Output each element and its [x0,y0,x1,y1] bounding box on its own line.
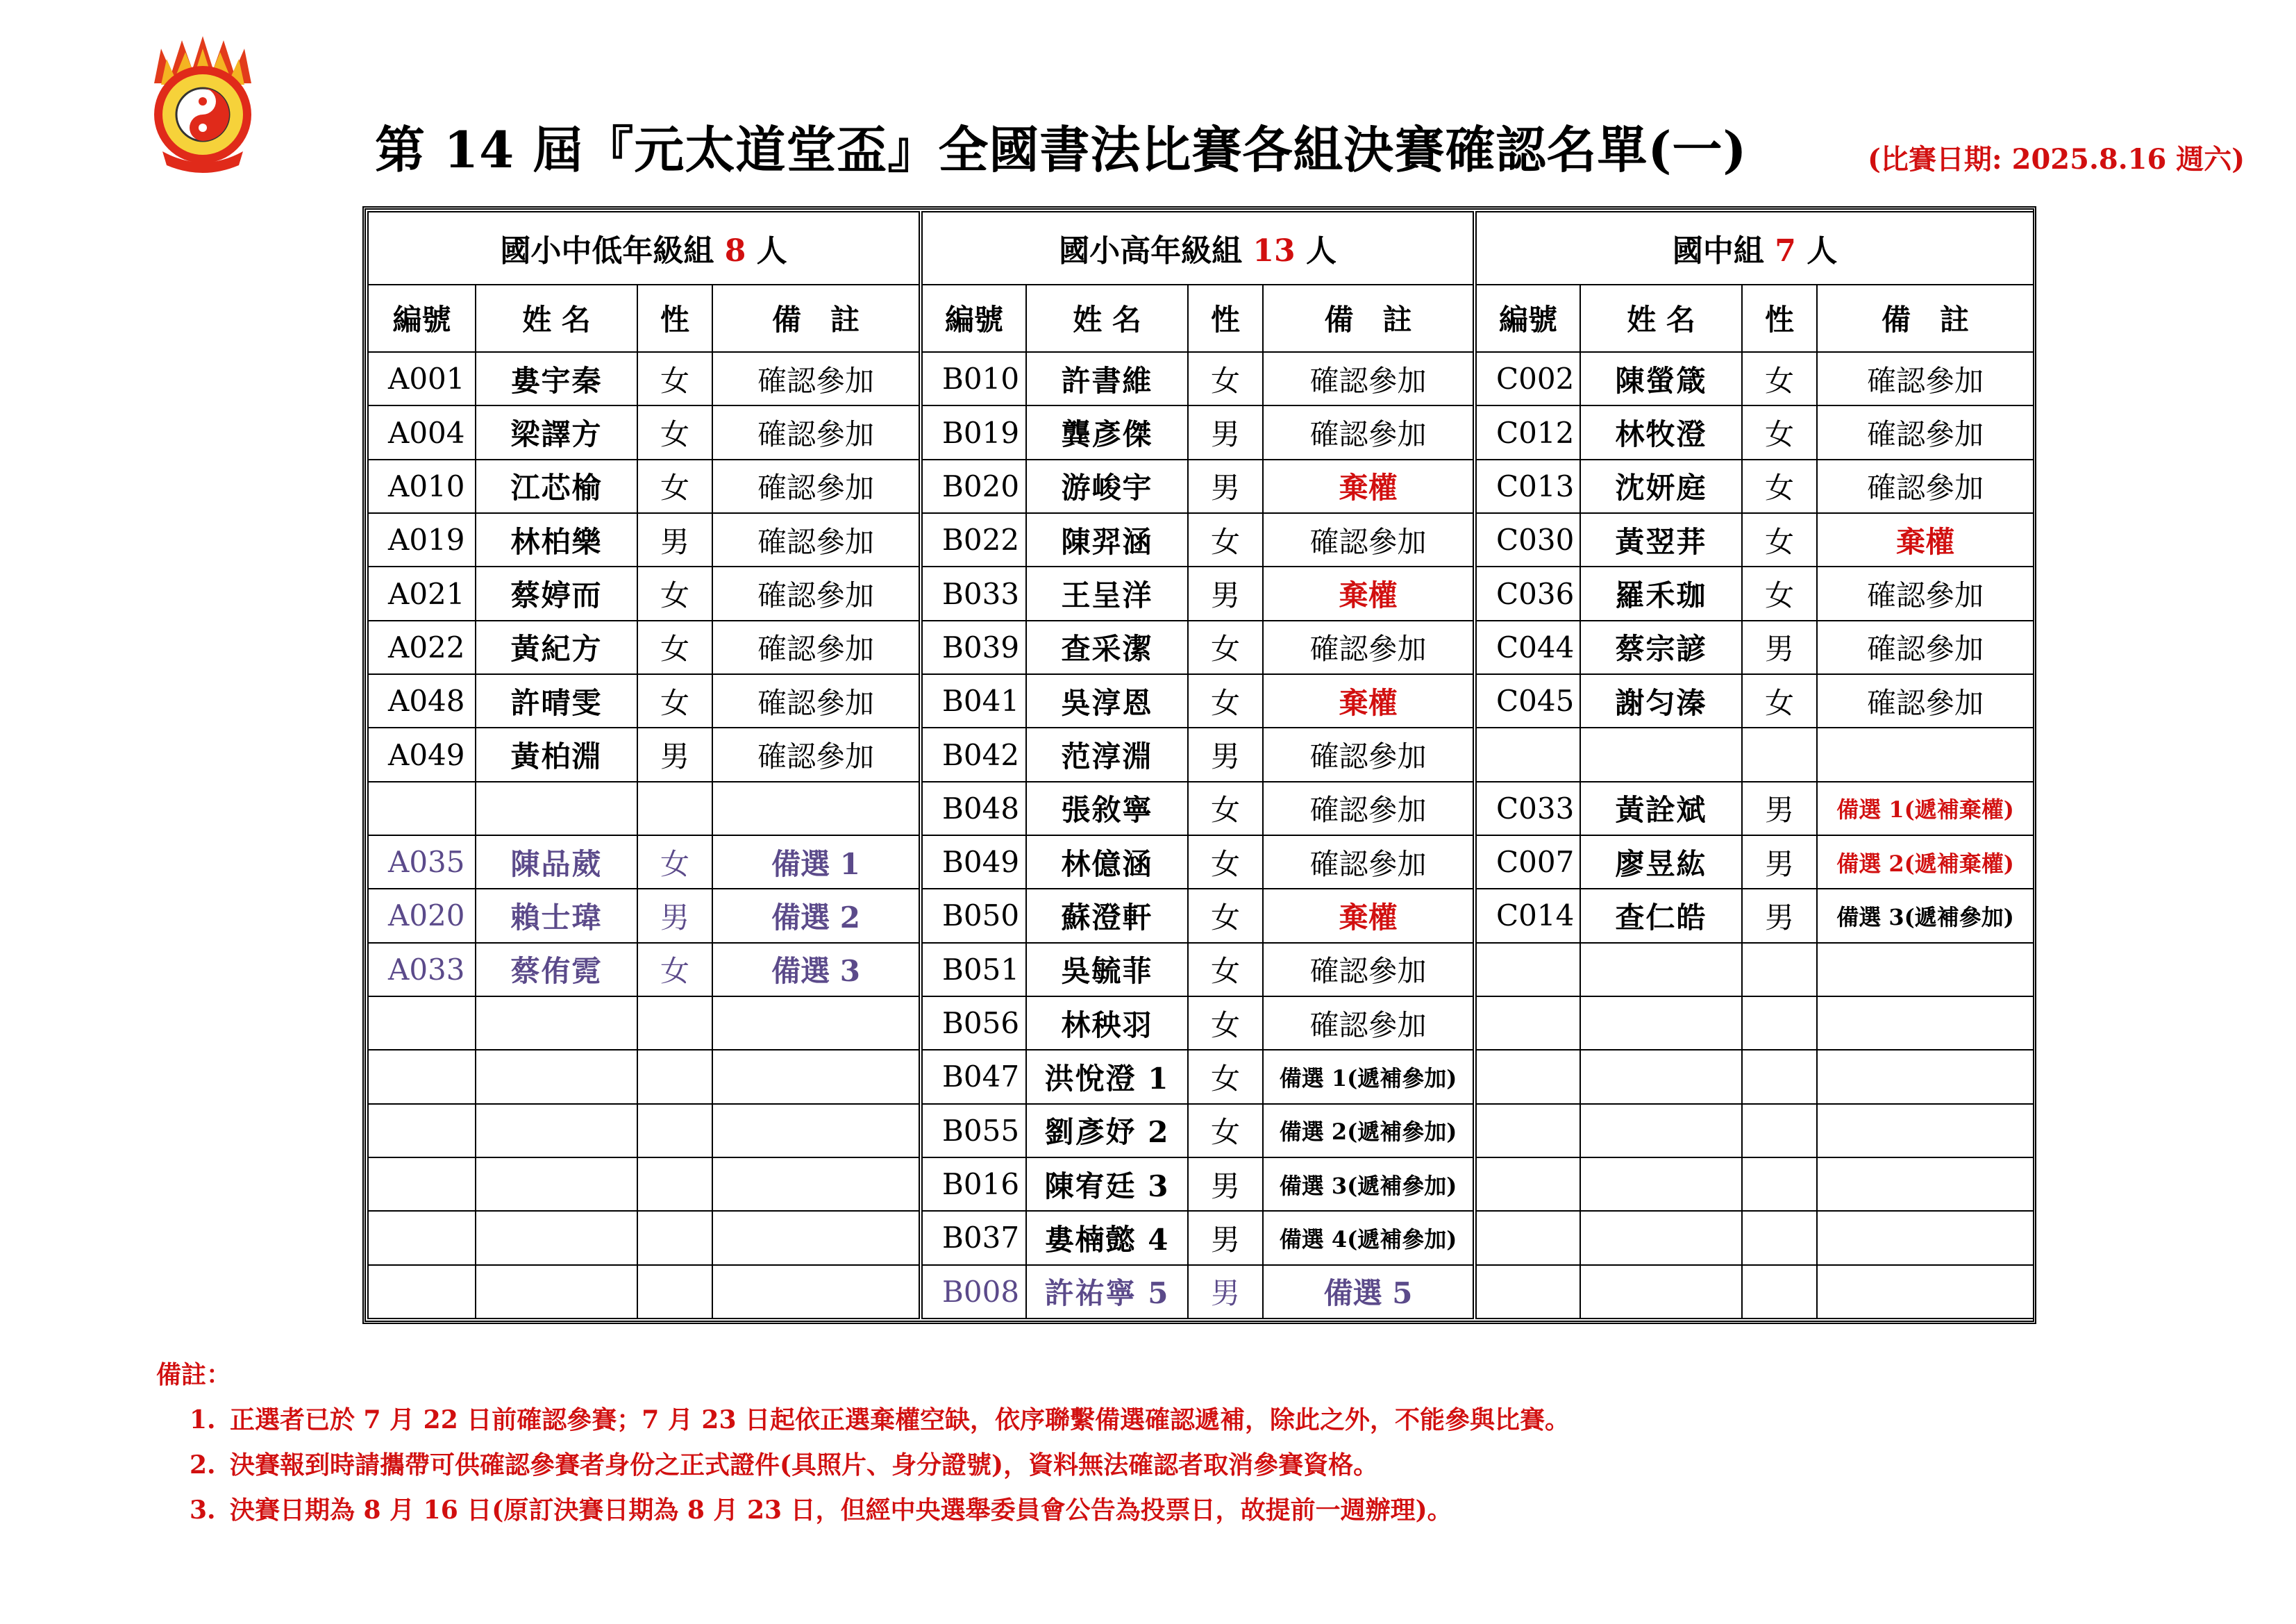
cell-a-note: 確認參加 [712,674,921,728]
cell-a-name [476,1211,637,1264]
cell-c-note: 確認參加 [1817,352,2034,405]
cell-c-note: 備選 1(遞補棄權) [1817,782,2034,835]
cell-a-num: A049 [368,728,476,781]
cell-a-name: 蔡婷而 [476,567,637,620]
cell-a-note: 確認參加 [712,513,921,567]
cell-b-note: 確認參加 [1263,352,1475,405]
table-row [368,1157,2034,1211]
cell-c-num: C007 [1475,835,1580,889]
cell-a-gender [637,1050,712,1103]
cell-b-num: B056 [921,996,1026,1050]
cell-c-num [1475,1104,1580,1157]
table-row [368,567,2034,620]
table-row [368,943,2034,996]
table-row [368,1211,2034,1264]
cell-a-gender: 女 [637,943,712,996]
cell-a-gender: 女 [637,405,712,459]
cell-b-note: 確認參加 [1263,996,1475,1050]
col-num: 編號 [368,285,476,352]
cell-a-note: 確認參加 [712,621,921,674]
cell-b-name: 婁楠懿 4 [1026,1211,1188,1264]
group-a-header: 國小中低年級組 8 人 [368,212,921,285]
table-row [368,674,2034,728]
cell-b-name: 范淳淵 [1026,728,1188,781]
cell-b-note: 確認參加 [1263,835,1475,889]
cell-c-name: 黃詮斌 [1580,782,1742,835]
col-name: 姓 名 [1026,285,1188,352]
table-row [368,405,2034,459]
cell-c-num [1475,1265,1580,1319]
cell-c-num [1475,1050,1580,1103]
cell-b-num: B037 [921,1211,1026,1264]
group-b-header: 國小高年級組 13 人 [921,212,1475,285]
cell-a-gender [637,1265,712,1319]
cell-b-name: 吳淳恩 [1026,674,1188,728]
cell-a-num: A019 [368,513,476,567]
cell-c-num: C044 [1475,621,1580,674]
cell-b-num: B016 [921,1157,1026,1211]
table-row [368,996,2034,1050]
cell-b-note: 棄權 [1263,460,1475,513]
cell-a-gender: 女 [637,567,712,620]
cell-c-name: 羅禾珈 [1580,567,1742,620]
cell-c-note [1817,1157,2034,1211]
cell-b-name: 許祐寧 5 [1026,1265,1188,1319]
cell-b-num: B019 [921,405,1026,459]
cell-c-gender [1742,1104,1817,1157]
cell-c-note [1817,728,2034,781]
cell-b-gender: 女 [1188,352,1263,405]
cell-c-note: 確認參加 [1817,674,2034,728]
cell-c-name [1580,1157,1742,1211]
cell-a-num [368,1211,476,1264]
cell-a-num: A021 [368,567,476,620]
cell-b-note: 備選 2(遞補參加) [1263,1104,1475,1157]
cell-c-num: C045 [1475,674,1580,728]
cell-a-gender [637,996,712,1050]
cell-a-gender: 男 [637,513,712,567]
cell-c-num [1475,1211,1580,1264]
col-gender: 性 [637,285,712,352]
cell-c-note [1817,1104,2034,1157]
cell-c-name: 沈妍庭 [1580,460,1742,513]
cell-a-num [368,1104,476,1157]
cell-b-note: 確認參加 [1263,621,1475,674]
cell-b-num: B051 [921,943,1026,996]
cell-a-note: 備選 3 [712,943,921,996]
cell-c-gender: 男 [1742,621,1817,674]
cell-a-name: 江芯榆 [476,460,637,513]
cell-a-note: 備選 1 [712,835,921,889]
cell-a-num: A035 [368,835,476,889]
table-row [368,621,2034,674]
note-item: 2. 決賽報到時請攜帶可供確認參賽者身份之正式證件(具照片、身分證號)，資料無法確認者取消參賽資格。 [190,1450,1379,1480]
cell-c-note: 備選 2(遞補棄權) [1817,835,2034,889]
cell-b-num: B008 [921,1265,1026,1319]
col-name: 姓 名 [1580,285,1742,352]
cell-c-gender [1742,943,1817,996]
cell-b-gender: 女 [1188,782,1263,835]
cell-c-gender: 男 [1742,835,1817,889]
cell-c-name [1580,1211,1742,1264]
cell-a-note [712,1050,921,1103]
group-c-header: 國中組 7 人 [1475,212,2034,285]
cell-b-num: B055 [921,1104,1026,1157]
cell-c-name [1580,943,1742,996]
cell-a-note: 確認參加 [712,567,921,620]
note-item: 3. 決賽日期為 8 月 16 日(原訂決賽日期為 8 月 23 日，但經中央選舉委員會公告為投票日，故提前一週辦理)。 [190,1496,1452,1525]
cell-b-name: 王呈洋 [1026,567,1188,620]
table-row [368,460,2034,513]
cell-b-name: 劉彥妤 2 [1026,1104,1188,1157]
table-row [368,1265,2034,1319]
table-row [368,782,2034,835]
cell-c-name [1580,728,1742,781]
cell-b-gender: 男 [1188,460,1263,513]
cell-b-num: B010 [921,352,1026,405]
cell-c-note [1817,996,2034,1050]
cell-b-gender: 女 [1188,889,1263,942]
cell-c-note: 確認參加 [1817,621,2034,674]
cell-b-gender: 女 [1188,1050,1263,1103]
cell-c-gender [1742,1157,1817,1211]
cell-c-gender: 女 [1742,674,1817,728]
cell-b-num: B047 [921,1050,1026,1103]
cell-c-gender [1742,1050,1817,1103]
cell-b-name: 洪悅澄 1 [1026,1050,1188,1103]
cell-c-note: 確認參加 [1817,405,2034,459]
cell-c-name: 查仁皓 [1580,889,1742,942]
cell-c-name: 林牧澄 [1580,405,1742,459]
cell-c-gender: 女 [1742,460,1817,513]
cell-a-name: 陳品葳 [476,835,637,889]
cell-b-gender: 男 [1188,1211,1263,1264]
cell-c-gender: 女 [1742,405,1817,459]
cell-c-gender [1742,1211,1817,1264]
organization-logo [147,35,258,174]
cell-b-name: 蘇澄軒 [1026,889,1188,942]
cell-b-gender: 男 [1188,405,1263,459]
cell-b-note: 確認參加 [1263,782,1475,835]
cell-a-gender: 男 [637,889,712,942]
cell-c-gender [1742,1265,1817,1319]
cell-b-name: 林秧羽 [1026,996,1188,1050]
cell-b-note: 棄權 [1263,567,1475,620]
cell-b-gender: 女 [1188,1104,1263,1157]
cell-c-gender: 男 [1742,782,1817,835]
cell-a-gender: 女 [637,674,712,728]
cell-c-name [1580,1104,1742,1157]
cell-b-name: 林億涵 [1026,835,1188,889]
cell-a-note: 確認參加 [712,460,921,513]
cell-c-name [1580,1050,1742,1103]
cell-b-num: B020 [921,460,1026,513]
cell-a-num [368,1265,476,1319]
table-row [368,352,2034,405]
cell-a-name [476,782,637,835]
cell-b-gender: 女 [1188,943,1263,996]
cell-b-note: 備選 4(遞補參加) [1263,1211,1475,1264]
cell-c-note [1817,1050,2034,1103]
cell-b-note: 確認參加 [1263,405,1475,459]
cell-c-note: 確認參加 [1817,567,2034,620]
cell-a-note [712,1104,921,1157]
cell-a-gender [637,1104,712,1157]
cell-c-gender [1742,996,1817,1050]
cell-b-num: B022 [921,513,1026,567]
cell-b-note: 確認參加 [1263,728,1475,781]
cell-c-name: 廖昱紘 [1580,835,1742,889]
notes-section [156,1355,1570,1536]
column-header-row [368,285,2034,352]
cell-a-name: 賴士瑋 [476,889,637,942]
competition-date: (比賽日期: 2025.8.16 週六) [1868,143,2245,176]
cell-c-gender [1742,728,1817,781]
cell-c-num [1475,728,1580,781]
cell-c-num: C002 [1475,352,1580,405]
cell-a-note: 確認參加 [712,405,921,459]
page-title: 第 14 屆『元太道堂盃』全國書法比賽各組決賽確認名單(一) [375,120,1748,179]
col-num: 編號 [1475,285,1580,352]
cell-b-name: 龔彥傑 [1026,405,1188,459]
cell-a-name: 蔡侑霓 [476,943,637,996]
notes-title: 備註： [156,1360,232,1389]
cell-b-name: 張敘寧 [1026,782,1188,835]
cell-a-note [712,996,921,1050]
table-body [368,352,2034,1319]
cell-a-note [712,1211,921,1264]
cell-a-gender [637,1157,712,1211]
cell-c-gender: 女 [1742,567,1817,620]
cell-a-num [368,1157,476,1211]
cell-b-num: B033 [921,567,1026,620]
cell-c-note [1817,1211,2034,1264]
cell-b-num: B049 [921,835,1026,889]
cell-a-gender [637,782,712,835]
cell-c-note: 確認參加 [1817,460,2034,513]
cell-c-num: C014 [1475,889,1580,942]
cell-c-name: 謝匀溱 [1580,674,1742,728]
cell-c-name: 陳螢箴 [1580,352,1742,405]
cell-b-note: 備選 1(遞補參加) [1263,1050,1475,1103]
cell-b-name: 吳毓菲 [1026,943,1188,996]
cell-a-name [476,996,637,1050]
col-gender: 性 [1742,285,1817,352]
cell-a-num: A020 [368,889,476,942]
cell-b-name: 陳宥廷 3 [1026,1157,1188,1211]
cell-a-gender: 女 [637,835,712,889]
cell-c-num: C033 [1475,782,1580,835]
cell-a-note: 備選 2 [712,889,921,942]
cell-b-num: B039 [921,621,1026,674]
cell-a-num: A048 [368,674,476,728]
cell-c-name [1580,1265,1742,1319]
col-num: 編號 [921,285,1026,352]
cell-b-gender: 女 [1188,513,1263,567]
cell-c-num [1475,1157,1580,1211]
cell-b-gender: 男 [1188,728,1263,781]
cell-b-gender: 男 [1188,1265,1263,1319]
cell-b-note: 棄權 [1263,889,1475,942]
cell-b-note: 棄權 [1263,674,1475,728]
cell-a-name: 婁宇秦 [476,352,637,405]
cell-c-name [1580,996,1742,1050]
cell-b-num: B041 [921,674,1026,728]
cell-a-num: A033 [368,943,476,996]
cell-b-gender: 男 [1188,1157,1263,1211]
cell-c-gender: 女 [1742,513,1817,567]
cell-c-name: 蔡宗諺 [1580,621,1742,674]
table-row [368,835,2034,889]
col-note: 備 註 [712,285,921,352]
cell-a-name: 梁譯方 [476,405,637,459]
cell-c-num: C030 [1475,513,1580,567]
cell-a-num: A010 [368,460,476,513]
cell-c-num: C013 [1475,460,1580,513]
cell-a-name: 許晴雯 [476,674,637,728]
cell-a-note [712,782,921,835]
cell-a-name [476,1265,637,1319]
table-row [368,1104,2034,1157]
cell-a-gender: 男 [637,728,712,781]
cell-b-name: 許書維 [1026,352,1188,405]
cell-a-num [368,1050,476,1103]
cell-c-note: 備選 3(遞補參加) [1817,889,2034,942]
cell-a-name [476,1050,637,1103]
cell-a-note [712,1157,921,1211]
cell-b-gender: 女 [1188,996,1263,1050]
table-row [368,728,2034,781]
cell-c-num: C036 [1475,567,1580,620]
cell-a-gender: 女 [637,352,712,405]
cell-a-num: A004 [368,405,476,459]
cell-b-gender: 男 [1188,567,1263,620]
cell-b-note: 備選 3(遞補參加) [1263,1157,1475,1211]
cell-b-num: B050 [921,889,1026,942]
cell-a-num: A001 [368,352,476,405]
cell-b-note: 確認參加 [1263,513,1475,567]
cell-c-gender: 女 [1742,352,1817,405]
cell-c-note [1817,1265,2034,1319]
cell-b-gender: 女 [1188,835,1263,889]
col-gender: 性 [1188,285,1263,352]
cell-a-name [476,1157,637,1211]
table-row [368,889,2034,942]
cell-a-gender: 女 [637,460,712,513]
cell-c-num: C012 [1475,405,1580,459]
cell-a-gender [637,1211,712,1264]
cell-b-note: 備選 5 [1263,1265,1475,1319]
cell-c-note [1817,943,2034,996]
table-row [368,1050,2034,1103]
cell-b-name: 游峻宇 [1026,460,1188,513]
cell-b-gender: 女 [1188,621,1263,674]
cell-a-num [368,996,476,1050]
cell-a-name: 黃柏淵 [476,728,637,781]
table-row [368,513,2034,567]
cell-b-num: B042 [921,728,1026,781]
cell-c-name: 黃翌荓 [1580,513,1742,567]
group-header-row [368,212,2034,285]
cell-a-name: 黃紀方 [476,621,637,674]
cell-a-note: 確認參加 [712,352,921,405]
cell-b-gender: 女 [1188,674,1263,728]
cell-a-note [712,1265,921,1319]
col-name: 姓 名 [476,285,637,352]
results-table [367,211,2034,1319]
cell-c-num [1475,943,1580,996]
cell-b-name: 陳羿涵 [1026,513,1188,567]
cell-a-num [368,782,476,835]
col-note: 備 註 [1263,285,1475,352]
cell-c-note: 棄權 [1817,513,2034,567]
cell-a-note: 確認參加 [712,728,921,781]
note-item: 1. 正選者已於 7 月 22 日前確認參賽；7 月 23 日起依正選棄權空缺，依序聯繫備選確認遞補，除此之外，不能參與比賽。 [190,1405,1570,1434]
col-note: 備 註 [1817,285,2034,352]
cell-c-num [1475,996,1580,1050]
cell-b-note: 確認參加 [1263,943,1475,996]
cell-a-num: A022 [368,621,476,674]
cell-a-name [476,1104,637,1157]
results-table-frame [362,206,2036,1324]
cell-b-num: B048 [921,782,1026,835]
cell-a-gender: 女 [637,621,712,674]
cell-b-name: 查采潔 [1026,621,1188,674]
cell-a-name: 林柏樂 [476,513,637,567]
cell-c-gender: 男 [1742,889,1817,942]
